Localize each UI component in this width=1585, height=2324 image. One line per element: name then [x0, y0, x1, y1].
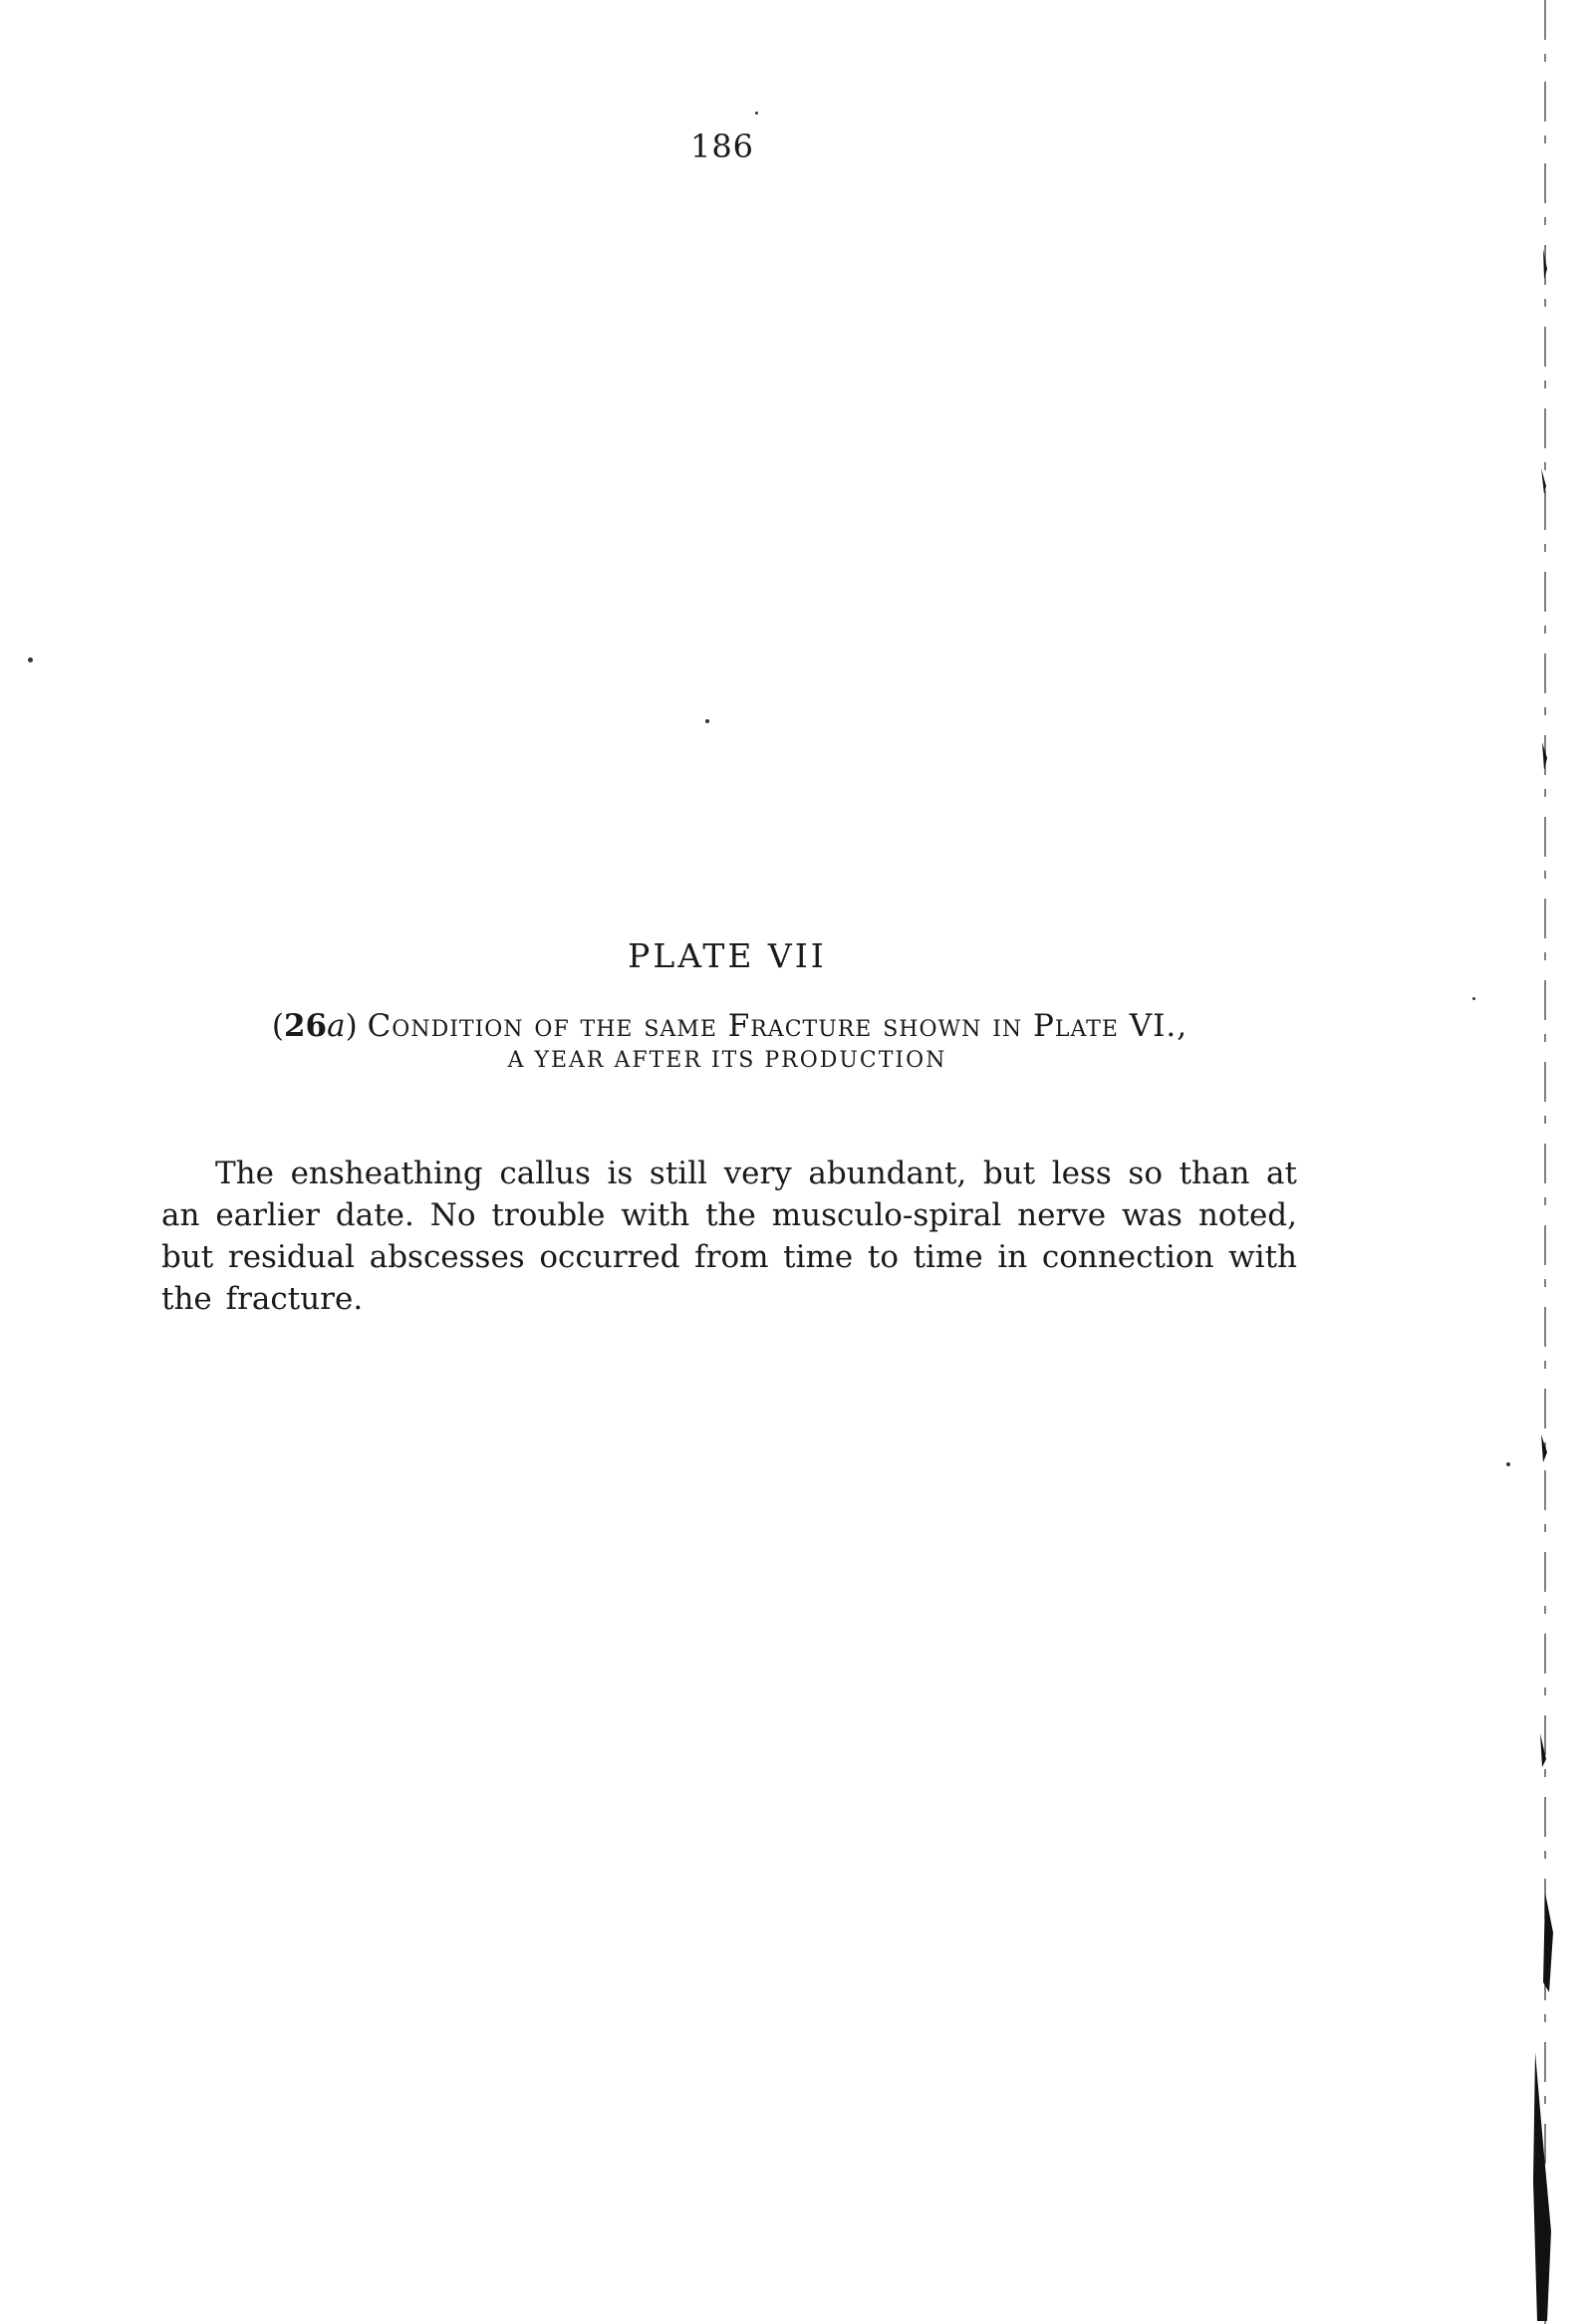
caption-number: 26	[283, 1008, 328, 1044]
caption-number-suffix: a	[327, 1008, 346, 1044]
scan-speck	[28, 657, 33, 662]
body-paragraph: The ensheathing callus is still very abundant, but less so than at an earlier date. No trouble with the musculo-spiral nerve was noted, but residual abscesses occurred from time to time in connection with the fracture.	[161, 1156, 1297, 1317]
scan-speck	[755, 112, 758, 115]
scan-speck	[1506, 1462, 1510, 1466]
plate-title: PLATE VII	[628, 936, 827, 975]
page-number: 186	[689, 128, 755, 165]
scan-speck	[1472, 997, 1475, 1000]
plate-caption-line2: A YEAR AFTER ITS PRODUCTION	[507, 1048, 947, 1073]
scan-binding-edge	[1529, 0, 1555, 2324]
caption-text: Condition of the same Fracture shown in Plate VI.,	[367, 1008, 1189, 1044]
scan-speck	[705, 719, 709, 723]
plate-caption-line1: (26a) Condition of the same Fracture shown in Plate VI.,	[271, 1008, 1189, 1044]
